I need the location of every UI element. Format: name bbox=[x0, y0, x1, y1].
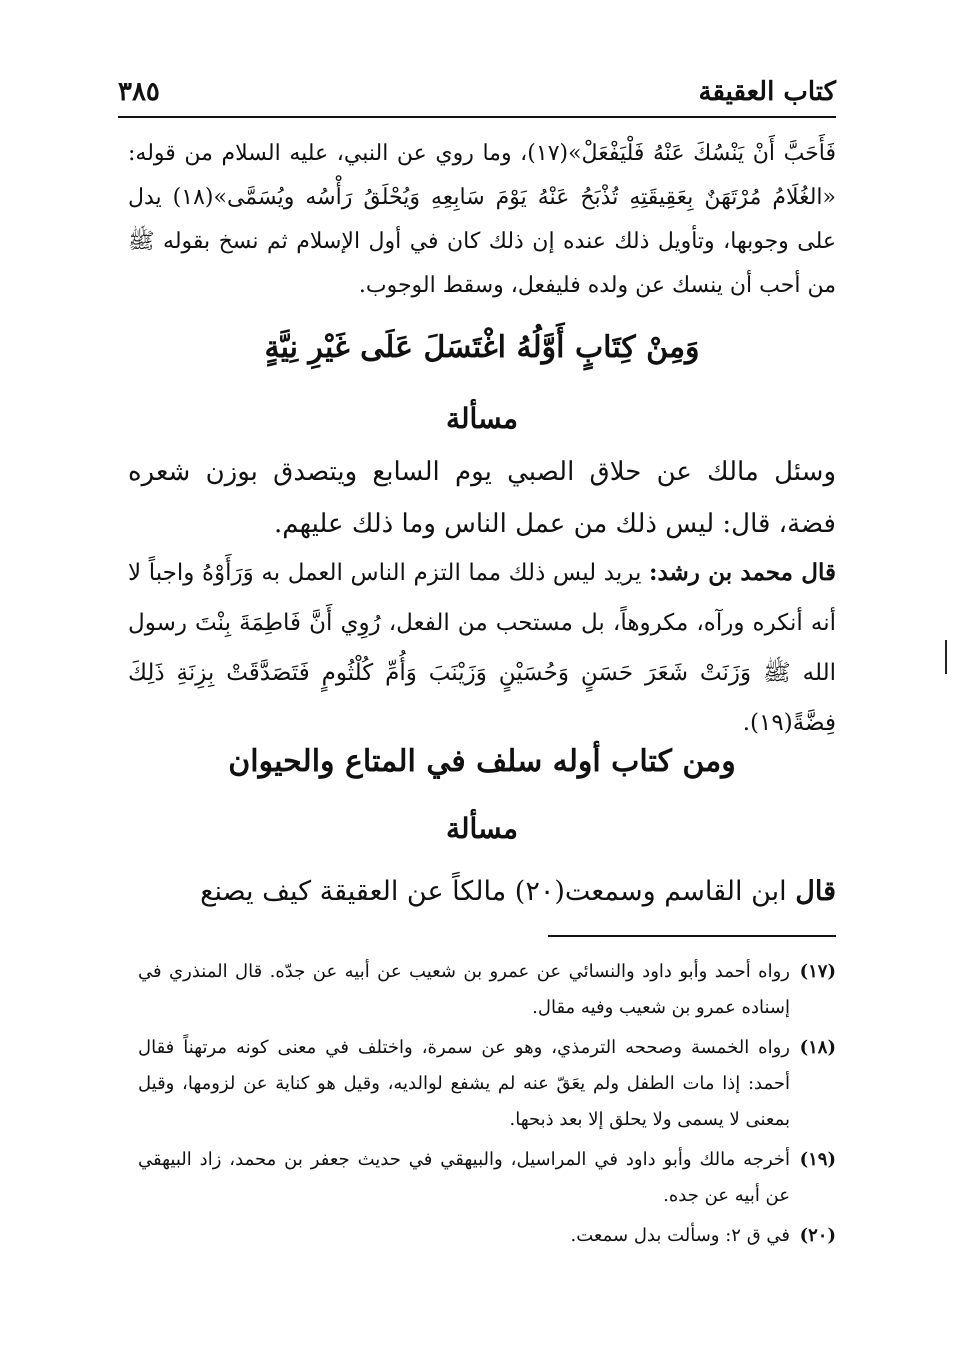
header-divider bbox=[118, 116, 836, 118]
footnote-text: في ق ٢: وسألت بدل سمعت. bbox=[570, 1225, 790, 1246]
footnote-number: (٢٠) bbox=[799, 1225, 836, 1246]
section-heading-1: وَمِنْ كِتَابٍ أَوَّلُهُ اغْتَسَلَ عَلَى غَيْرِ نِيَّةٍ bbox=[264, 330, 700, 365]
paragraph-3-text: يريد ليس ذلك مما التزم الناس العمل به وَرَأَوْهُ واجباً لا أنه أنكره ورآه، مكروهاً، بل مستحب من الفعل، رُوِي أَنَّ فَاطِمَةَ بِنْتَ رسول الله ﷺ وَزَنَتْ شَعَرَ حَسَنٍ وَحُسَيْنٍ وَزَيْنَبَ وَأُمِّ كُلْثُومٍ فَتَصَدَّقَتْ بِزِنَةِ ذَلِكَ فِضَّةً(١٩). bbox=[128, 560, 836, 736]
section-heading-2: ومن كتاب أوله سلف في المتاع والحيوان bbox=[228, 744, 736, 779]
issue-heading-1: مسألة bbox=[445, 402, 519, 435]
footnote-17 bbox=[138, 954, 836, 1026]
footnote-18 bbox=[138, 1030, 836, 1138]
footnote-text: رواه أحمد وأبو داود والنسائي عن عمرو بن شعيب عن أبيه عن جدّه. قال المنذري في إسناده عمرو بن شعيب وفيه مقال. bbox=[138, 961, 790, 1018]
paragraph-3-lead: قال محمد بن رشد: bbox=[648, 559, 836, 586]
footnotes bbox=[138, 954, 836, 1258]
footnote-19 bbox=[138, 1142, 836, 1214]
footnote-text: أخرجه مالك وأبو داود في المراسيل، والبيهقي في حديث جعفر بن محمد، زاد البيهقي عن أبيه عن جده. bbox=[138, 1149, 790, 1206]
footnote-divider bbox=[548, 935, 836, 937]
running-header bbox=[118, 70, 836, 114]
issue-heading-2: مسألة bbox=[445, 812, 519, 845]
footnote-text: رواه الخمسة وصححه الترمذي، وهو عن سمرة، واختلف في معنى كونه مرتهناً فقال أحمد: إذا مات الطفل ولم يعَقّ عنه لم يشفع لوالديه، وقيل هو كناية عن لزومها، وقيل بمعنى لا يسمى ولا يحلق إلا بعد ذبحها. bbox=[138, 1037, 790, 1130]
footnote-20 bbox=[138, 1218, 836, 1254]
paragraph-2: وسئل مالك عن حلاق الصبي يوم السابع ويتصدق بوزن شعره فضة، قال: ليس ذلك من عمل الناس وما ذلك عليهم. bbox=[128, 457, 836, 539]
footnote-number: (١٩) bbox=[799, 1149, 836, 1170]
footnote-number: (١٨) bbox=[799, 1037, 836, 1058]
paragraph-3 bbox=[128, 548, 836, 748]
footnote-number: (١٧) bbox=[799, 961, 836, 982]
scan-margin-mark bbox=[945, 640, 947, 674]
page-number: ٣٨٥ bbox=[118, 77, 160, 107]
paragraph-1: فَأَحَبَّ أَنْ يَنْسُكَ عَنْهُ فَلْيَفْعَلْ»(١٧)، وما روي عن النبي، عليه السلام من قوله: «الغُلَامُ مُرْتَهَنٌ بِعَقِيقَتِهِ تُذْبَحُ عَنْهُ يَوْمَ سَابِعِهِ وَيُحْلَقُ رَأْسُه ويُسَمَّى»(١٨) يدل على وجوبها، وتأويل ذلك عنده إن ذلك كان في أول الإسلام ثم نسخ بقوله ﷺ من أحب أن ينسك عن ولده فليفعل، وسقط الوجوب. bbox=[128, 141, 837, 298]
chapter-title: كتاب العقيقة bbox=[698, 77, 836, 107]
paragraph-4 bbox=[128, 866, 836, 918]
paragraph-4-text: ابن القاسم وسمعت(٢٠) مالكاً عن العقيقة كيف يصنع bbox=[200, 876, 796, 907]
paragraph-4-lead: قال bbox=[795, 876, 836, 907]
